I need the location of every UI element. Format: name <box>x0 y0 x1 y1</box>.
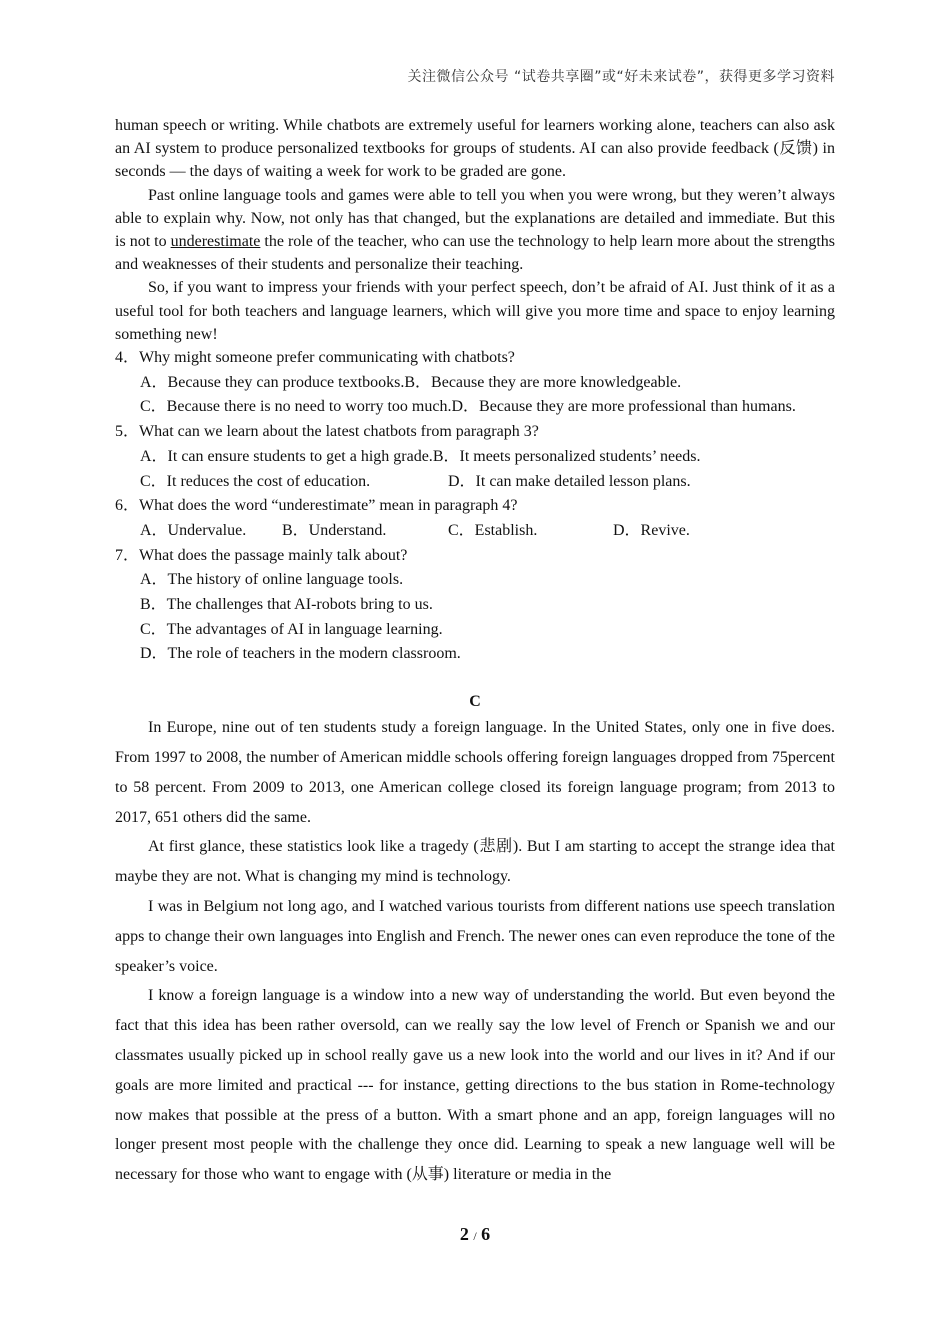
underlined-word: underestimate <box>170 233 261 251</box>
question-5-option-c: C．It reduces the cost of education. <box>140 472 371 490</box>
question-6-option-a: A．Undervalue. <box>140 521 247 539</box>
question-4-option-b: B．Because they are more knowledgeable. <box>404 373 682 391</box>
question-5-stem: 5．What can we learn about the latest chatbots from paragraph 3? <box>115 423 539 441</box>
question-4-option-a: A．Because they can produce textbooks. <box>140 373 405 391</box>
question-4-stem: 4．Why might someone prefer communicating with chatbots? <box>115 349 515 367</box>
page-body <box>115 114 835 1190</box>
page-number <box>0 1224 950 1245</box>
page-header: 关注微信公众号 “试卷共享圈”或“好未来试卷”，获得更多学习资料 <box>407 69 835 85</box>
passage-c-paragraph-4: I know a foreign language is a window into a new way of understanding the world. But even beyond the fact that this idea has been rather oversold, can we really say the low level of French or Spanish we and our classmates usually picked up in school really gave us a new look into the world and our lives in it? And if our goals are more limited and practical --- for instance, getting directions to the bus station in Rome-technology now makes that possible at the press of a button. With a smart phone and an app, foreign languages will no longer present most people with the challenge they once did. Learning to speak a new language well will be necessary for those who want to engage with (从事) literature or media in the <box>115 987 835 1184</box>
question-5-option-a: A．It can ensure students to get a high grade. <box>140 447 433 465</box>
paragraph-4-text-after: the role of the teacher, who can use the technology to help learn more about the strengths and weaknesses of their students and personalize their teaching. <box>115 233 835 274</box>
question-6-option-d: D．Revive. <box>613 521 690 539</box>
question-5-options-row-1 <box>115 445 835 470</box>
passage-c-paragraph-3: I was in Belgium not long ago, and I watched various tourists from different nations use speech translation apps to change their own languages into English and French. The newer ones can even reproduce the tone of the speaker’s voice. <box>115 897 835 975</box>
question-7-option-a: A．The history of online language tools. <box>140 571 404 589</box>
passage-c-paragraph-1: In Europe, nine out of ten students study a foreign language. In the United States, only one in five does. From 1997 to 2008, the number of American middle schools offering foreign languages dropped from 75percent to 58 percent. From 2009 to 2013, one American college closed its foreign language program; from 2013 to 2017, 651 others did the same. <box>115 719 835 826</box>
question-4-option-c: C．Because there is no need to worry too much. <box>140 398 452 416</box>
question-6-option-b: B．Understand. <box>282 521 387 539</box>
question-7-option-d: D．The role of teachers in the modern classroom. <box>140 645 461 663</box>
question-7-stem: 7．What does the passage mainly talk about? <box>115 546 408 564</box>
paragraph-4-text-before: Past online language tools and games were able to tell you when you were wrong, but they weren’t always able to explain why. Now, not only has that changed, but the explanations are detailed and immediate. But this is not to <box>115 186 835 251</box>
question-6-option-c: C．Establish. <box>448 521 538 539</box>
question-4-options-row-2 <box>115 395 835 420</box>
section-title-c: C <box>469 693 481 711</box>
question-4-options-row-1 <box>115 371 835 396</box>
question-5-options-row-2 <box>115 470 835 495</box>
question-6-stem: 6．What does the word “underestimate” mean in paragraph 4? <box>115 497 518 515</box>
paragraph-4 <box>115 184 835 277</box>
question-4-option-d: D．Because they are more professional than humans. <box>451 398 796 416</box>
question-7-option-c: C．The advantages of AI in language learning. <box>140 620 443 638</box>
passage-c-paragraph-2: At first glance, these statistics look like a tragedy (悲剧). But I am starting to accept the strange idea that maybe they are not. What is changing my mind is technology. <box>115 838 835 886</box>
question-6-options-row <box>115 519 835 544</box>
question-7-option-b: B．The challenges that AI-robots bring to us. <box>140 596 433 614</box>
paragraph-continued: human speech or writing. While chatbots are extremely useful for learners working alone, teachers can also ask an AI system to produce personalized textbooks for groups of students. AI can also provide feedback (反馈) in seconds — the days of waiting a week for work to be graded are gone. <box>115 117 835 181</box>
question-5-option-d: D．It can make detailed lesson plans. <box>448 472 691 490</box>
current-page: 2 <box>459 1224 469 1244</box>
page-separator: / <box>473 1229 477 1243</box>
paragraph-5: So, if you want to impress your friends with your perfect speech, don’t be afraid of AI. Just think of it as a useful tool for both teachers and language learners, which will give you more time and space to enjoy learning something new! <box>115 279 835 343</box>
question-5-option-b: B．It meets personalized students’ needs. <box>432 447 701 465</box>
total-pages: 6 <box>481 1224 491 1244</box>
